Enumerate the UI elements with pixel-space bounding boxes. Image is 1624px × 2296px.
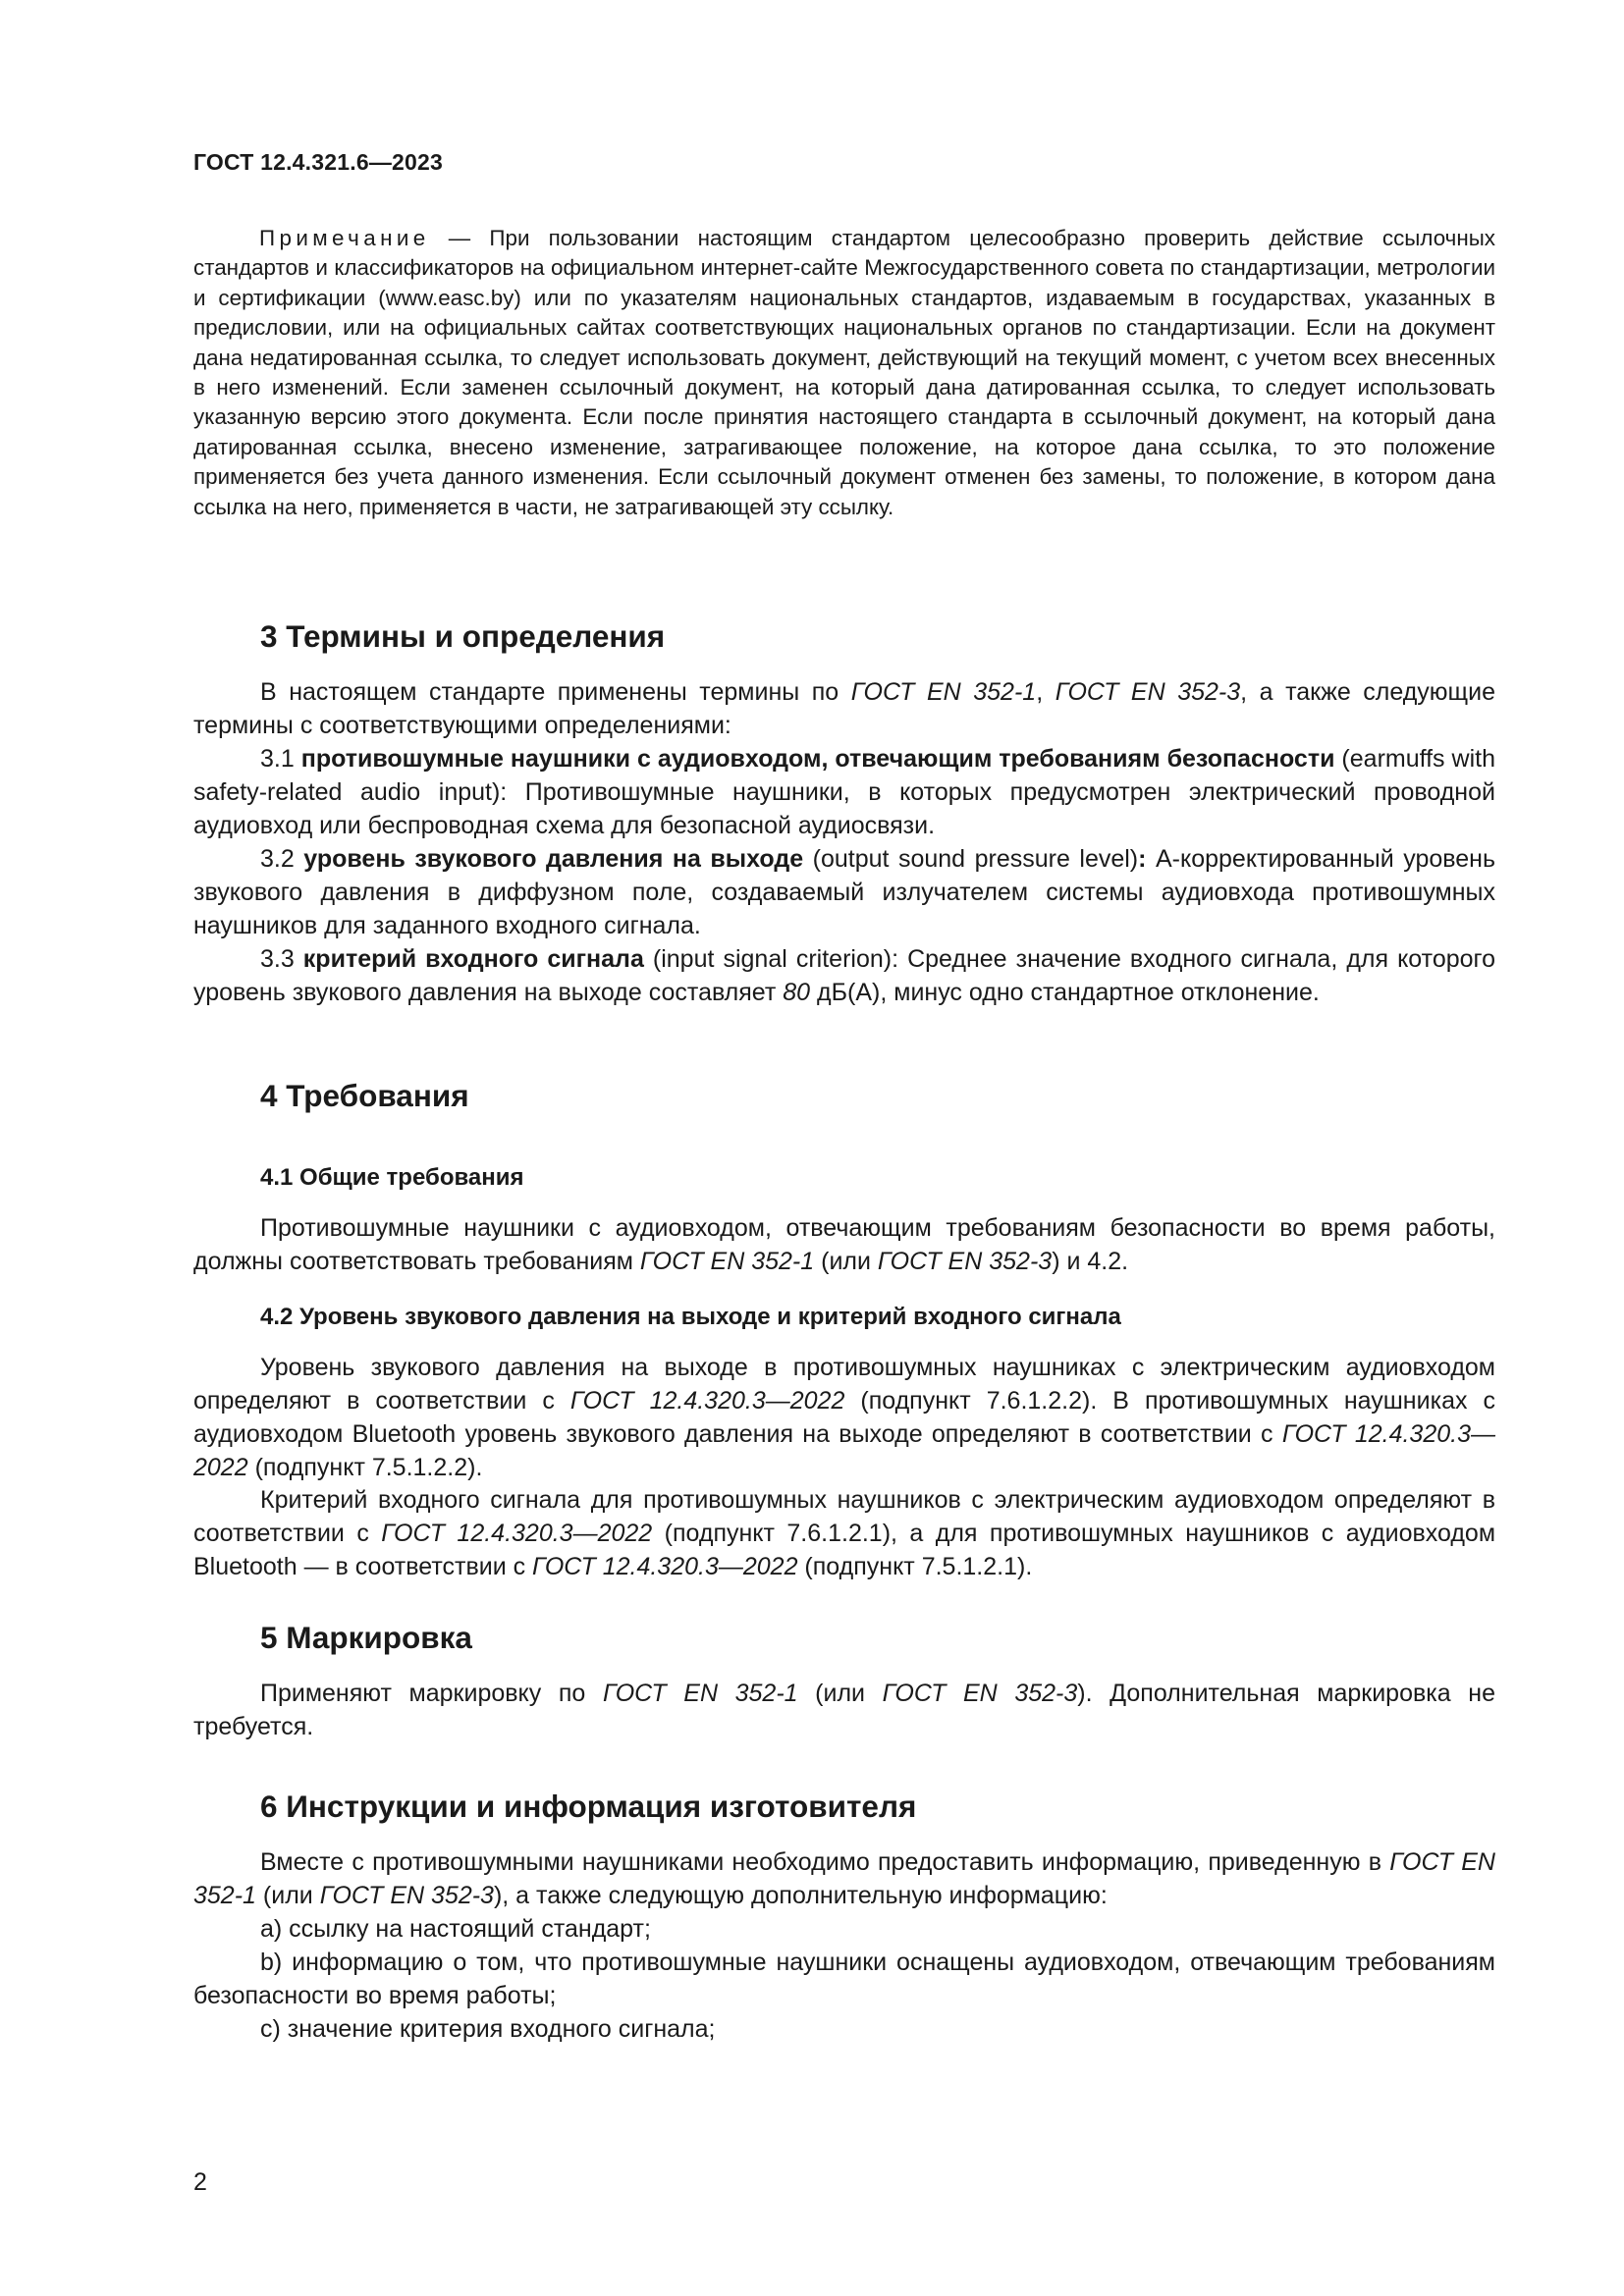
term-3-2-name: уровень звукового давления на выходе — [303, 845, 804, 873]
section-5-title: 5 Маркировка — [260, 1620, 472, 1655]
ref-gost-en-352-3: ГОСТ EN 352-3 — [1055, 678, 1241, 706]
term-3-1-name: противошумные наушники с аудиовходом, отвечающим требованиям безопасности — [300, 745, 1335, 773]
page-number: 2 — [193, 2168, 207, 2196]
subsection-4-2-title: 4.2 Уровень звукового давления на выходе и критерий входного сигнала — [260, 1304, 1121, 1330]
section-3-intro: В настоящем стандарте применены термины по ГОСТ EN 352-1, ГОСТ EN 352-3, а также следующие термины с соответствующими определениями: — [193, 678, 1495, 739]
list-item-c: c) значение критерия входного сигнала; — [260, 2015, 716, 2043]
subsection-4-1-title: 4.1 Общие требования — [260, 1164, 524, 1191]
term-3-3-name: критерий входного сигнала — [302, 945, 644, 973]
standard-header: ГОСТ 12.4.321.6—2023 — [193, 149, 443, 175]
section-3-title: 3 Термины и определения — [260, 618, 666, 654]
reference-note — [193, 224, 1495, 522]
section-6-title: 6 Инструкции и информация изготовителя — [260, 1789, 917, 1824]
note-text: — При пользовании настоящим стандартом целесообразно проверить действие ссылочных стандартов и классификаторов на официальном интернет-сайте Межгосударственного совета по стандартизации, метрологии и сертификации (www.easc.by) или по указателям национальных стандартов, издаваемым в государствах, указанных в предисловии, или на официальных сайтах соответствующих национальных органов по стандартизации. Если на документ дана недатированная ссылка, то следует использовать документ, действующий на текущий момент, с учетом всех внесенных в него изменений. Если заменен ссылочный документ, на который дана датированная ссылка, то следует использовать указанную версию этого документа. Если после принятия настоящего стандарта в ссылочный документ, на который дана датированная ссылка, внесено изменение, затрагивающее положение, на которое дана ссылка, то это положение применяется без учета данного изменения. Если ссылочный документ отменен без замены, то положение, в котором дана ссылка на него, применяется в части, не затрагивающей эту ссылку. — [193, 226, 1495, 519]
subsection-4-2-para-1: Уровень звукового давления на выходе в противошумных наушниках с электрическим аудиовходом определяют в соответствии с ГОСТ 12.4.320.3—2022 (подпункт 7.6.1.2.2). В противошумных наушниках с аудиовходом Bluetooth уровень звукового давления на выходе определяют в соответствии с ГОСТ 12.4.320.3—2022 (подпункт 7.5.1.2.2). — [193, 1354, 1495, 1481]
term-3-3: 3.3 критерий входного сигнала (input signal criterion): Среднее значение входного сигнала, для которого уровень звукового давления на выходе составляет 80 дБ(А), минус одно стандартное отклонение. — [193, 945, 1496, 1006]
subsection-4-1-text: Противошумные наушники с аудиовходом, отвечающим требованиям безопасности во время работы, должны соответствовать требованиям ГОСТ EN 352-1 (или ГОСТ EN 352-3) и 4.2. — [193, 1214, 1495, 1275]
subsection-4-2-para-2: Критерий входного сигнала для противошумных наушников с электрическим аудиовходом определяют в соответствии с ГОСТ 12.4.320.3—2022 (подпункт 7.6.1.2.1), а для противошумных наушников с аудиовходом Bluetooth — в соответствии с ГОСТ 12.4.320.3—2022 (подпункт 7.5.1.2.1). — [193, 1486, 1496, 1580]
list-item-a: a) ссылку на настоящий стандарт; — [260, 1915, 651, 1943]
section-4-title: 4 Требования — [260, 1078, 469, 1113]
section-5-text: Применяют маркировку по ГОСТ EN 352-1 (или ГОСТ EN 352-3). Дополнительная маркировка не требуется. — [193, 1680, 1495, 1740]
ref-gost-en-352-1: ГОСТ EN 352-1 — [850, 678, 1037, 706]
section-6-intro: Вместе с противошумными наушниками необходимо предоставить информацию, приведенную в ГОСТ EN 352-1 (или ГОСТ EN 352-3), а также следующую дополнительную информацию: — [193, 1848, 1495, 1909]
note-label: Примечание — [259, 226, 430, 250]
list-item-b: b) информацию о том, что противошумные наушники оснащены аудиовходом, отвечающим требованиям безопасности во время работы; — [193, 1949, 1495, 2009]
term-3-2: 3.2 уровень звукового давления на выходе (output sound pressure level): А-корректированный уровень звукового давления в диффузном поле, создаваемый излучателем системы аудиовхода противошумных наушников для заданного входного сигнала. — [193, 845, 1495, 939]
term-3-1: 3.1 противошумные наушники с аудиовходом, отвечающим требованиям безопасности (earmuffs with safety-related audio input): Противошумные наушники, в которых предусмотрен электрический проводной аудиовход или беспроводная схема для безопасной аудиосвязи. — [193, 745, 1495, 839]
